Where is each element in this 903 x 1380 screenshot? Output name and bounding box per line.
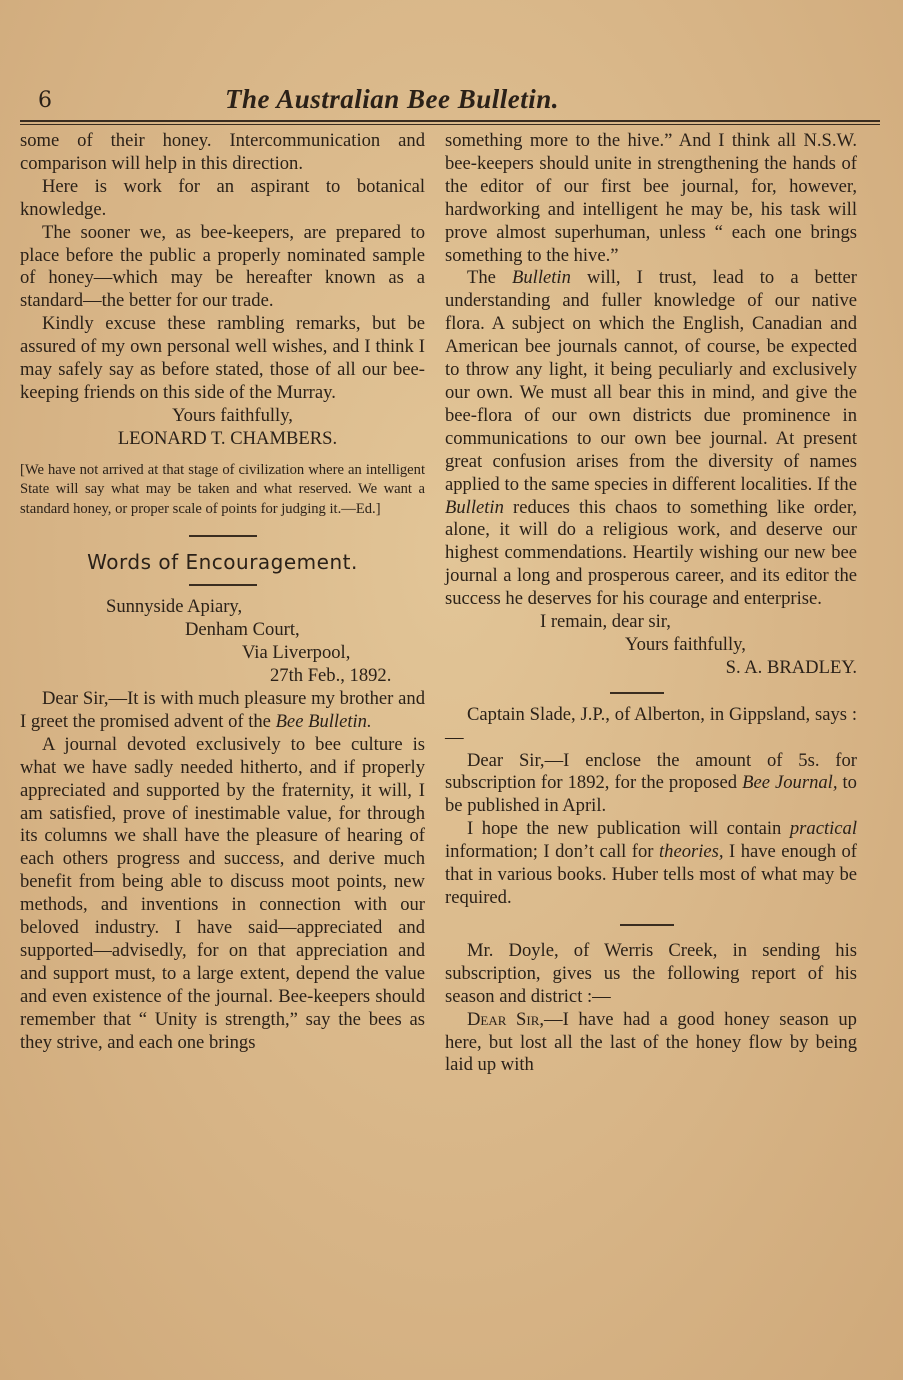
paragraph: Captain Slade, J.P., of Alberton, in Gippsland, says :— xyxy=(445,703,857,748)
paragraph: Here is work for an aspirant to botanical knowledge. xyxy=(20,175,425,220)
paragraph: Mr. Doyle, of Werris Creek, in sending his subscription, gives us the following report of his season and district :— xyxy=(445,939,857,1007)
text-run: will, I trust, lead to a better understanding and fuller knowledge of our native flora. A subject on which the English, Canadian and American bee journals cannot, of course, be expected to throw any light, it being peculiarly and exclusively our own. We must all bear this in mind, and give the bee-flora of our own districts due prominence in communications to our own bee journal. At present great confusion arises from the diversity of names applied to the same species in different localities. If the xyxy=(445,267,857,495)
paragraph: something more to the hive.” And I think all N.S.W. bee-keepers should unite in strengthening the hands of the editor of our first bee journal, for, however, hardworking and intelligent he may be, his task will prove almost superhuman, unless “ each one brings something to the hive.” xyxy=(445,130,857,266)
paragraph: A journal devoted exclusively to bee culture is what we have sadly needed hitherto, and if properly appreciated and supported by the fraternity, it will, I am satisfied, prove of inestimable value, for through its columns we shall have the pleasure of hearing of each others progress and success, and derive much benefit from being able to discuss moot points, new methods, and inventions in connection with our beloved industry. I have said—appreciated and supported—advisedly, for on that appreciation and and support must, to a large extent, depend the value and even existence of the journal. Bee-keepers should remember that “ Unity is strength,” say the bees as they strive, and each one brings xyxy=(20,733,425,1053)
paragraph xyxy=(445,750,857,819)
section-heading: Words of Encouragement. xyxy=(87,550,358,575)
address-line: Denham Court, xyxy=(185,619,300,641)
right-column xyxy=(445,130,857,1077)
editor-note: [We have not arrived at that stage of civilization where an intelligent State will say what may be taken and what reserved. We want a standard honey, or proper scale of points for judging it.—Ed.] xyxy=(20,461,425,517)
page-number: 6 xyxy=(38,88,52,113)
text-run: reduces this chaos to something like order, alone, it will do a religious work, and deserve our highest commendations. Heartily wishing our new bee journal a long and prosperous career, and its editor the success he deserves for his courage and enterprise. xyxy=(445,496,857,610)
text-run: Dear Sir,—It is with much pleasure my brother and I greet the promised advent of the xyxy=(20,688,425,732)
divider xyxy=(620,924,674,926)
signature: LEONARD T. CHAMBERS. xyxy=(117,427,338,449)
paragraph: some of their honey. Intercommunication and comparison will help in this direction. xyxy=(20,130,425,174)
text-run: —I have had a good honey season up here, but lost all the last of the honey flow by being laid up with xyxy=(445,1008,857,1076)
date-line: 27th Feb., 1892. xyxy=(270,665,392,687)
paragraph xyxy=(445,818,857,910)
italic-text: Bee Bulletin. xyxy=(275,710,372,732)
paragraph xyxy=(445,1009,857,1078)
text-run: I have enough of that in various books. Huber tells most of what may be required. xyxy=(445,841,857,908)
text-run: The xyxy=(467,267,512,289)
divider xyxy=(189,535,257,537)
italic-text: Bulletin xyxy=(445,496,504,518)
divider xyxy=(610,692,664,694)
italic-text: Bee Journal, xyxy=(742,772,838,794)
page-header xyxy=(20,84,880,118)
text-run: to be published in April. xyxy=(445,772,857,817)
italic-text: theories, xyxy=(658,841,724,863)
closing: Yours faithfully, xyxy=(172,404,293,426)
salutation: Dear Sir, xyxy=(467,1008,545,1030)
address-line: Sunnyside Apiary, xyxy=(106,596,243,618)
address-line: Via Liverpool, xyxy=(242,642,351,664)
italic-text: Bulletin xyxy=(512,267,571,289)
header-rule xyxy=(20,120,880,125)
closing: Yours faithfully, xyxy=(625,633,746,655)
left-column xyxy=(20,130,425,1055)
closing: I remain, dear sir, xyxy=(540,611,671,633)
paragraph xyxy=(20,688,425,734)
divider xyxy=(189,584,257,586)
signature: S. A. BRADLEY. xyxy=(725,656,857,678)
paragraph: The sooner we, as bee-keepers, are prepared to place before the public a properly nominated sample of honey—which may be hereafter known as a standard—the better for our trade. xyxy=(20,221,425,312)
page-title: The Australian Bee Bulletin. xyxy=(225,84,560,114)
text-run: information; I don’t call for xyxy=(445,841,659,863)
italic-text: practical xyxy=(789,818,857,840)
text-run: I hope the new publication will contain xyxy=(467,818,790,840)
paragraph: Kindly excuse these rambling remarks, but be assured of my own personal well wishes, and I think I may safely say as before stated, those of all our bee-keeping friends on this side of the Murray. xyxy=(20,313,425,403)
text-run: Dear Sir,—I enclose the amount of 5s. for subscription for 1892, for the proposed xyxy=(445,749,857,794)
paragraph xyxy=(445,267,857,611)
